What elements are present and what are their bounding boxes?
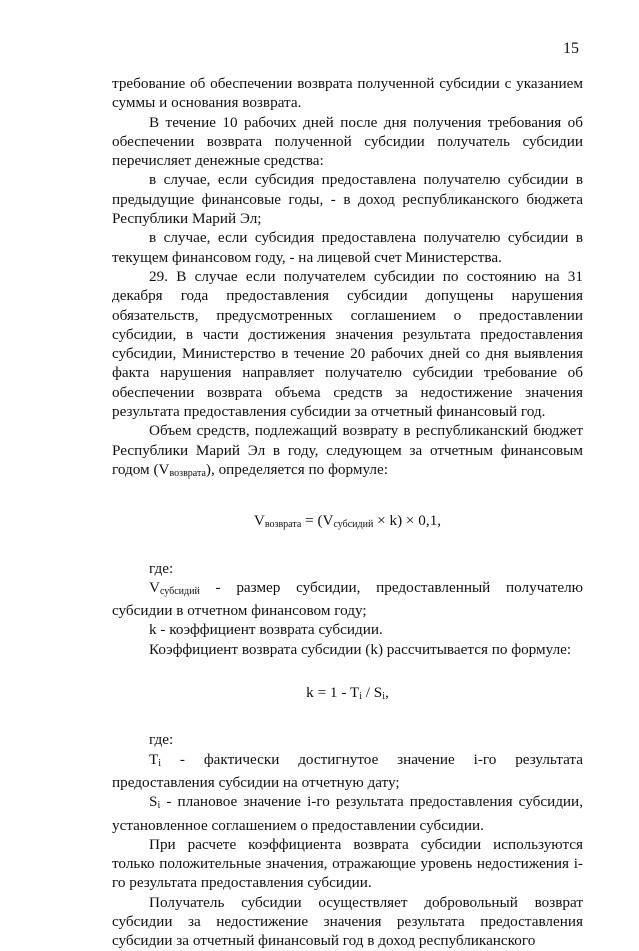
subscript: i — [157, 800, 161, 812]
text-segment: S — [149, 793, 158, 811]
paragraph-return-volume — [112, 421, 583, 483]
paragraph-case-previous-years: в случае, если субсидия предоставлена получателю субсидии в предыдущие финансовые годы, - в доход республиканского бюджета Республики Марий Эл; — [112, 171, 583, 228]
formula-part: = (V — [301, 512, 334, 530]
subscript: субсидий — [159, 585, 200, 597]
subscript: i — [382, 691, 386, 703]
text-segment: T — [149, 750, 159, 768]
text-segment: - плановое значение i-го результата предоставления субсидии, установленное соглашением о предоставлении субсидии. — [112, 793, 583, 834]
definition-s — [112, 792, 583, 835]
formula-part: k = 1 - T — [306, 684, 360, 702]
paragraph-continuation: требование об обеспечении возврата полученной субсидии с указанием суммы и основания возврата. — [112, 75, 583, 112]
definition-t — [112, 750, 583, 793]
definition-k: k - коэффициент возврата субсидии. — [149, 621, 383, 639]
definition-v-subsidy — [112, 578, 583, 621]
paragraph-voluntary-return: Получатель субсидии осуществляет добровольный возврат субсидии за недостижение значения результата предоставления субсидии за отчетный финансовый год в доход республиканского — [112, 893, 583, 950]
formula-part: / S — [361, 684, 383, 702]
page-number: 15 — [563, 40, 579, 57]
text-segment: - фактически достигнутое значение i-го результата предоставления субсидии на отчетную дату; — [112, 750, 583, 791]
paragraph-coefficient: Коэффициент возврата субсидии (k) рассчитывается по формуле: — [149, 640, 572, 658]
paragraph-positive-values: При расчете коэффициента возврата субсидии используются только положительные значения, отражающие уровень недостижения i-го результата предоставления субсидии. — [112, 835, 583, 892]
subscript: i — [359, 691, 362, 703]
where-label: где: — [149, 559, 174, 577]
paragraph-case-current-year: в случае, если субсидия предоставлена получателю субсидии в текущем финансовом году, - на лицевой счет Министерства. — [112, 229, 583, 266]
formula-coefficient — [112, 683, 583, 706]
paragraph-29: 29. В случае если получателем субсидии по состоянию на 31 декабря года предоставления субсидии допущены нарушения обязательств, предусмотренных соглашением о предоставлении субсидии, в части достижения значения результата предоставления субсидии, Министерство в течение 20 рабочих дней со дня выявления факта нарушения направляет получателю субсидии требование об обеспечении возврата объема средств за недостижение значения результата предоставления субсидии за отчетный финансовый год. — [112, 267, 583, 421]
subscript: субсидий — [333, 519, 374, 531]
formula-return-volume — [112, 511, 583, 534]
text-segment: - размер субсидии, предоставленный получателю субсидии в отчетном финансовом году; — [112, 578, 583, 620]
text-segment: ), определяется по формуле: — [205, 460, 388, 478]
formula-part: , — [385, 684, 389, 702]
formula-part: × k) × 0,1, — [373, 512, 442, 530]
subscript: i — [158, 757, 162, 769]
body-text — [112, 74, 583, 951]
text-segment: Объем средств, подлежащий возврату в республиканский бюджет Республики Марий Эл в году, следующем за отчетным финансовым годом (V — [112, 422, 583, 478]
subscript: возврата — [264, 519, 302, 531]
where-label: где: — [149, 731, 174, 749]
subscript: возврата — [169, 467, 206, 479]
text-segment: V — [149, 578, 160, 596]
formula-part: V — [253, 512, 265, 530]
paragraph-return-deadline: В течение 10 рабочих дней после дня получения требования об обеспечении возврата полученной субсидии получатель субсидии перечисляет денежные средства: — [112, 113, 583, 170]
